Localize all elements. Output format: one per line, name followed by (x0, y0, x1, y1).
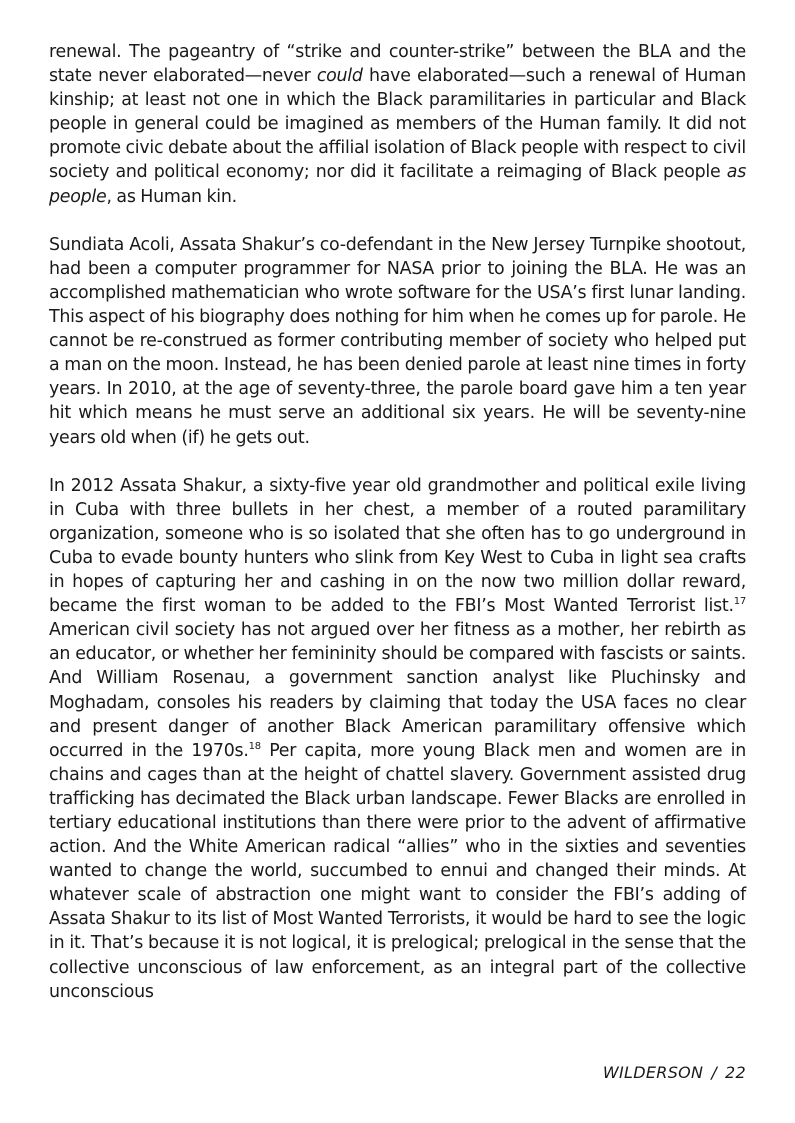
paragraph-text: American civil society has not argued over her fitness as a mother, her rebirth as an educator, or whether her femininity should be compared with fascists or saints. And William Rosenau, a government sanction analyst like Pluchinsky and Moghadam, consoles his readers by claiming that today the USA faces no clear and present danger of another Black American paramilitary offensive which occurred in the 1970s. (49, 620, 746, 761)
paragraph-text: Per capita, more young Black men and women are in chains and cages than at the height of chattel slavery. Government assisted drug trafficking has decimated the Black urban landscape. Fewer Blacks are enrolled in tertiary educational institutions than there were prior to the advent of affirmative action. And the White American radical “allies” who in the sixties and seventies wanted to change the world, succumbed to ennui and changed their minds. At whatever scale of abstraction one might want to consider the FBI’s adding of Assata Shakur to its list of Most Wanted Terrorists, it would be hard to see the logic in it. That’s because it is not logical, it is prelogical; prelogical in the sense that the collective unconscious of law enforcement, as an integral part of the collective unconscious (49, 740, 746, 1002)
paragraph-2 (49, 233, 746, 450)
paragraph-text: Sundiata Acoli, Assata Shakur’s co-defendant in the New Jersey Turnpike shootout, had been a computer programmer for NASA prior to joining the BLA. He was an accomplished mathematician who wrote software for the USA’s first lunar landing. This aspect of his biography does nothing for him when he comes up for parole. He cannot be re-construed as former contributing member of society who helped put a man on the moon. Instead, he has been denied parole at least nine times in forty years. In 2010, at the age of seventy-three, the parole board gave him a ten year hit which means he must serve an additional six years. He will be seventy-nine years old when (if) he gets out. (49, 234, 746, 448)
page-number: 22 (725, 1063, 746, 1082)
running-head-author: WILDERSON (602, 1063, 704, 1082)
paragraph-text: have elaborated—such a renewal of Human kinship; at least not one in which the Black paramilitaries in particular and Black people in general could be imagined as members of the Human family. It did not promote civic debate about the affilial isolation of Black people with respect to civil society and political economy; nor did it facilitate a reimaging of Black people (49, 66, 747, 183)
page-footer (603, 1063, 746, 1082)
paragraph-text: renewal. The pageantry of “strike and counter-strike” between the BLA and the state never elaborated—never (49, 42, 746, 87)
emphasis-text: as people (49, 162, 746, 207)
paragraph-3 (49, 474, 746, 1004)
emphasis-text: could (316, 66, 363, 87)
page-body (49, 40, 746, 1004)
footnote-ref-17[interactable]: 17 (733, 596, 746, 608)
footer-separator: / (711, 1063, 718, 1082)
paragraph-text: In 2012 Assata Shakur, a sixty-five year old grandmother and political exile living in Cuba with three bullets in her chest, a member of a routed paramilitary organization, someone who is so isolated that she often has to go underground in Cuba to evade bounty hunters who slink from Key West to Cuba in light sea crafts in hopes of capturing her and cashing in on the now two million dollar reward, became the first woman to be added to the FBI’s Most Wanted Terrorist list. (49, 475, 746, 617)
footnote-ref-18[interactable]: 18 (248, 740, 261, 752)
paragraph-text: , as Human kin. (106, 186, 237, 207)
paragraph-1 (49, 40, 746, 209)
